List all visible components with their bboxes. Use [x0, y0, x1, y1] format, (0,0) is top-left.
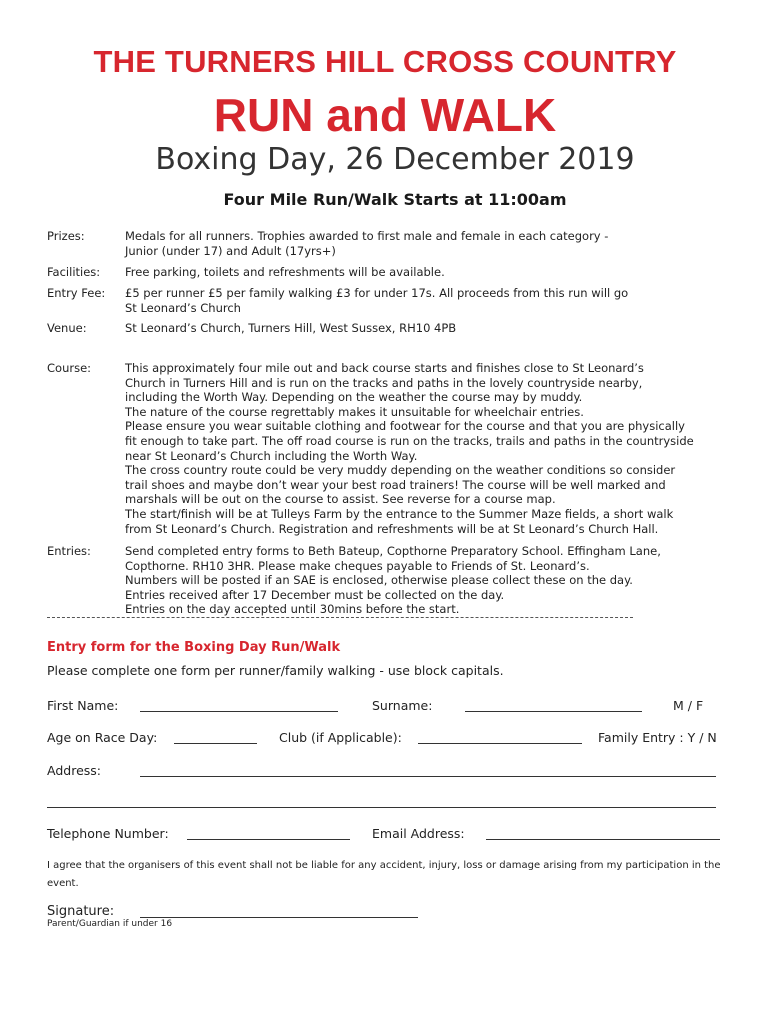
club-label: Club (if Applicable):	[279, 730, 402, 745]
cut-line-divider	[47, 617, 633, 618]
address-field-line2[interactable]	[47, 807, 716, 808]
facilities-label: Facilities:	[47, 265, 101, 279]
entry-fee-text: £5 per runner £5 per family walking £3 for under 17s. All proceeds from this run will go St Leonard’s Church	[125, 286, 629, 315]
club-field[interactable]	[418, 743, 582, 744]
form-instructions: Please complete one form per runner/family walking - use block capitals.	[47, 663, 504, 678]
signature-label: Signature:	[47, 904, 115, 919]
liability-agreement: I agree that the organisers of this event shall not be liable for any accident, injury, loss or damage arising from my participation in the event.	[47, 860, 721, 889]
facilities-text: Free parking, toilets and refreshments will be available.	[125, 265, 445, 279]
telephone-field[interactable]	[187, 839, 350, 840]
telephone-label: Telephone Number:	[47, 826, 169, 841]
age-field[interactable]	[174, 743, 257, 744]
email-label: Email Address:	[372, 826, 465, 841]
parent-guardian-note: Parent/Guardian if under 16	[47, 919, 173, 929]
event-title-line1: THE TURNERS HILL CROSS COUNTRY	[93, 44, 677, 79]
entries-label: Entries:	[47, 544, 91, 558]
address-field-line1[interactable]	[140, 776, 716, 777]
course-text: This approximately four mile out and back course starts and finishes close to St Leonard’s Church in Turners Hill and is run on the tracks and paths in the lovely countryside nearby, including the Worth Way. Depending on the weather the course may by muddy. The nature of the course regrettably makes it unsuitable for wheelchair entries. Please ensure you wear suitable clothing and footwear for the course and that you are physically fit enough to take part. The off road course is run on the tracks, trails and paths in the countryside near St Leonard’s Church including the Worth Way. The cross country route could be very muddy depending on the weather conditions so consider trail shoes and maybe don’t wear your best road trainers! The course will be well marked and marshals will be out on the course to assist. See reverse for a course map. The start/finish will be at Tulleys Farm by the entrance to the Summer Maze fields, a short walk from St Leonard’s Church. Registration and refreshments will be at St Leonard’s Church Hall.	[125, 361, 694, 536]
event-start-time: Four Mile Run/Walk Starts at 11:00am	[223, 190, 567, 209]
prizes-label: Prizes:	[47, 229, 85, 243]
first-name-label: First Name:	[47, 698, 119, 713]
venue-label: Venue:	[47, 321, 87, 335]
entry-fee-label: Entry Fee:	[47, 286, 106, 300]
surname-label: Surname:	[372, 698, 433, 713]
prizes-text: Medals for all runners. Trophies awarded to first male and female in each category - Junior (under 17) and Adult (17yrs+)	[125, 229, 609, 258]
course-label: Course:	[47, 361, 92, 375]
event-title-line2: RUN and WALK	[213, 89, 557, 141]
event-date: Boxing Day, 26 December 2019	[155, 142, 635, 177]
first-name-field[interactable]	[140, 711, 338, 712]
entries-text: Send completed entry forms to Beth Bateup, Copthorne Preparatory School. Effingham Lane, Copthorne. RH10 3HR. Please make cheques payable to Friends of St. Leonard’s. Numbers will be posted if an SAE is enclosed, otherwise please collect these on the day. Entries received after 17 December must be collected on the day. Entries on the day accepted until 30mins before the start.	[125, 544, 661, 617]
gender-selector[interactable]: M / F	[673, 698, 704, 713]
form-title: Entry form for the Boxing Day Run/Walk	[47, 640, 341, 655]
email-field[interactable]	[486, 839, 720, 840]
venue-text: St Leonard’s Church, Turners Hill, West Sussex, RH10 4PB	[125, 321, 457, 335]
surname-field[interactable]	[465, 711, 642, 712]
signature-field[interactable]	[140, 917, 418, 918]
family-entry-selector[interactable]: Family Entry : Y / N	[598, 730, 717, 745]
address-label: Address:	[47, 763, 101, 778]
age-label: Age on Race Day:	[47, 730, 158, 745]
